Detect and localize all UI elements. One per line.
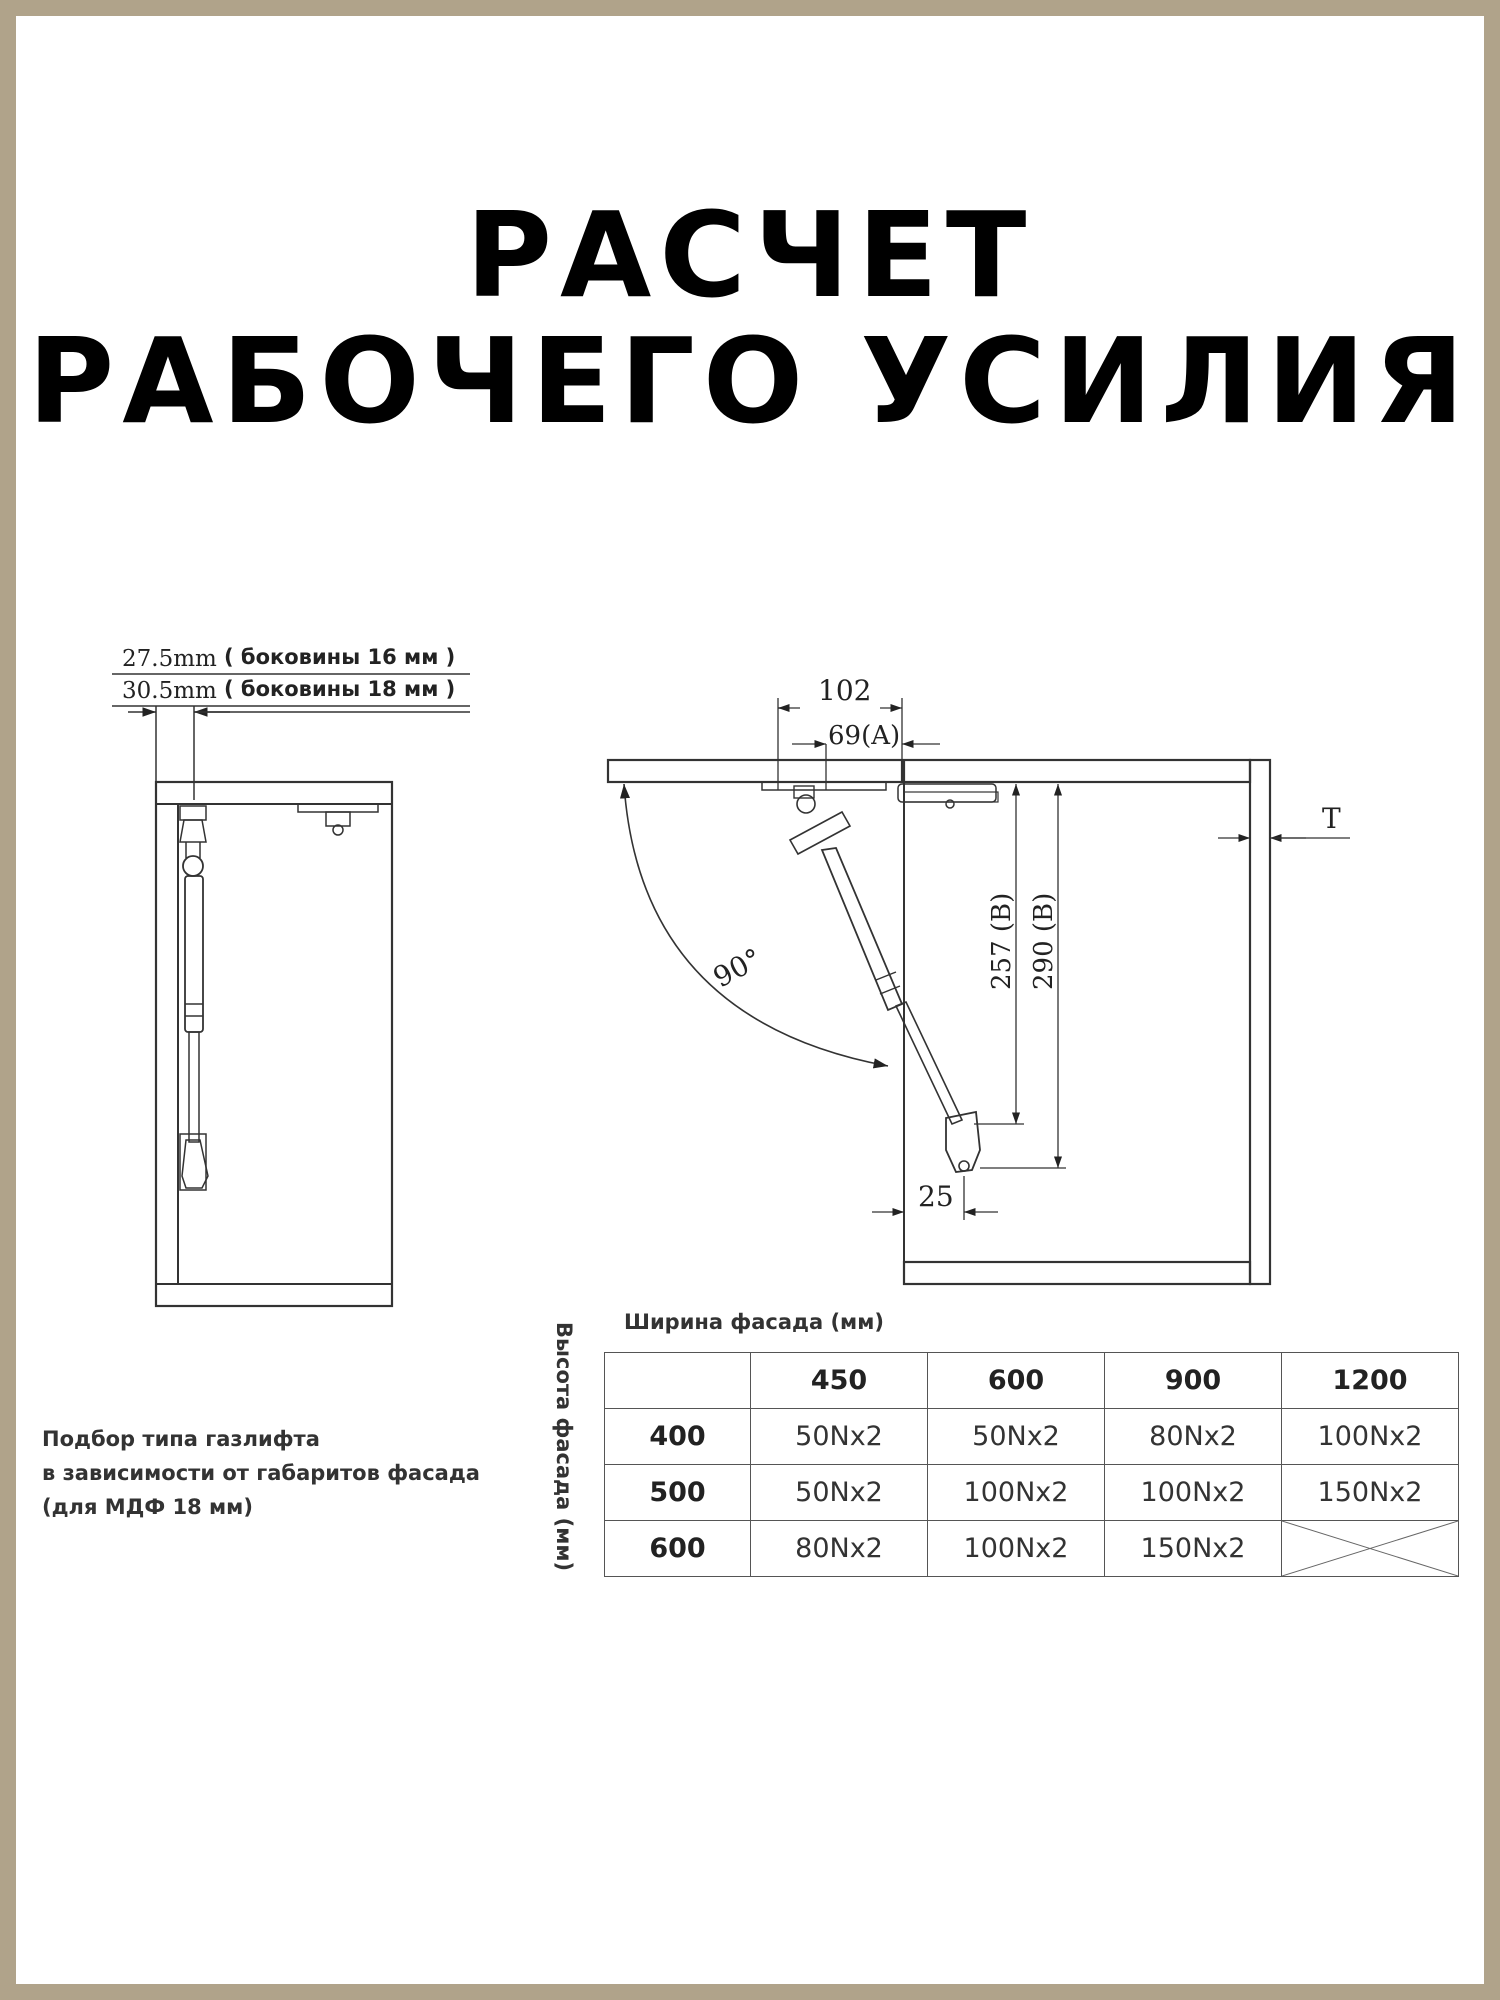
table-cell: 80Nx2 bbox=[1105, 1409, 1282, 1465]
height-axis-label: Высота фасада (мм) bbox=[552, 1322, 576, 1572]
left-cabinet-diagram bbox=[112, 674, 470, 1306]
row-header-500: 500 bbox=[605, 1465, 751, 1521]
column-header-600: 600 bbox=[928, 1353, 1105, 1409]
table-cell: 50Nx2 bbox=[751, 1465, 928, 1521]
table-cell: 150Nx2 bbox=[1282, 1465, 1459, 1521]
column-header-900: 900 bbox=[1105, 1353, 1282, 1409]
dim-257: 257 (B) bbox=[987, 892, 1017, 990]
table-cell: 100Nx2 bbox=[928, 1521, 1105, 1577]
table-cell: 150Nx2 bbox=[1105, 1521, 1282, 1577]
row-header-600: 600 bbox=[605, 1521, 751, 1577]
table-cell: 50Nx2 bbox=[751, 1409, 928, 1465]
table-cell: 50Nx2 bbox=[928, 1409, 1105, 1465]
title-line-2: РАБОЧЕГО УСИЛИЯ bbox=[27, 312, 1473, 450]
table-cell: 100Nx2 bbox=[928, 1465, 1105, 1521]
dim-27-5-value: 27.5mm bbox=[122, 646, 217, 672]
caption-line-1: Подбор типа газлифта bbox=[42, 1427, 320, 1451]
table-corner-cell bbox=[605, 1353, 751, 1409]
column-header-1200: 1200 bbox=[1282, 1353, 1459, 1409]
table-row bbox=[605, 1465, 1459, 1521]
row-header-400: 400 bbox=[605, 1409, 751, 1465]
cross-out-icon bbox=[1282, 1521, 1458, 1576]
table-cell: 100Nx2 bbox=[1105, 1465, 1282, 1521]
right-dimension-labels bbox=[708, 674, 1341, 1213]
angle-90: 90° bbox=[707, 941, 768, 995]
caption bbox=[42, 1422, 562, 1524]
dim-102: 102 bbox=[818, 674, 872, 707]
dim-25: 25 bbox=[918, 1180, 954, 1213]
caption-line-2: в зависимости от габаритов фасада bbox=[42, 1461, 480, 1485]
dim-30-5-value: 30.5mm bbox=[122, 678, 217, 704]
table-cell: 80Nx2 bbox=[751, 1521, 928, 1577]
caption-line-3: (для МДФ 18 мм) bbox=[42, 1495, 253, 1519]
dim-290: 290 (B) bbox=[1029, 892, 1059, 990]
table-cell: 100Nx2 bbox=[1282, 1409, 1459, 1465]
table-header-row bbox=[605, 1353, 1459, 1409]
width-axis-label: Ширина фасада (мм) bbox=[624, 1310, 884, 1334]
dim-30-5-note: ( боковины 18 мм ) bbox=[224, 677, 456, 701]
dim-T: T bbox=[1322, 802, 1341, 835]
table-row bbox=[605, 1521, 1459, 1577]
gas-lift-table bbox=[604, 1352, 1459, 1577]
dim-69: 69(A) bbox=[828, 721, 901, 751]
right-cabinet-diagram bbox=[608, 698, 1350, 1284]
column-header-450: 450 bbox=[751, 1353, 928, 1409]
table-row bbox=[605, 1409, 1459, 1465]
title-line-1: РАСЧЕТ bbox=[465, 186, 1035, 324]
not-available-cell bbox=[1282, 1521, 1459, 1577]
dim-27-5-note: ( боковины 16 мм ) bbox=[224, 645, 456, 669]
